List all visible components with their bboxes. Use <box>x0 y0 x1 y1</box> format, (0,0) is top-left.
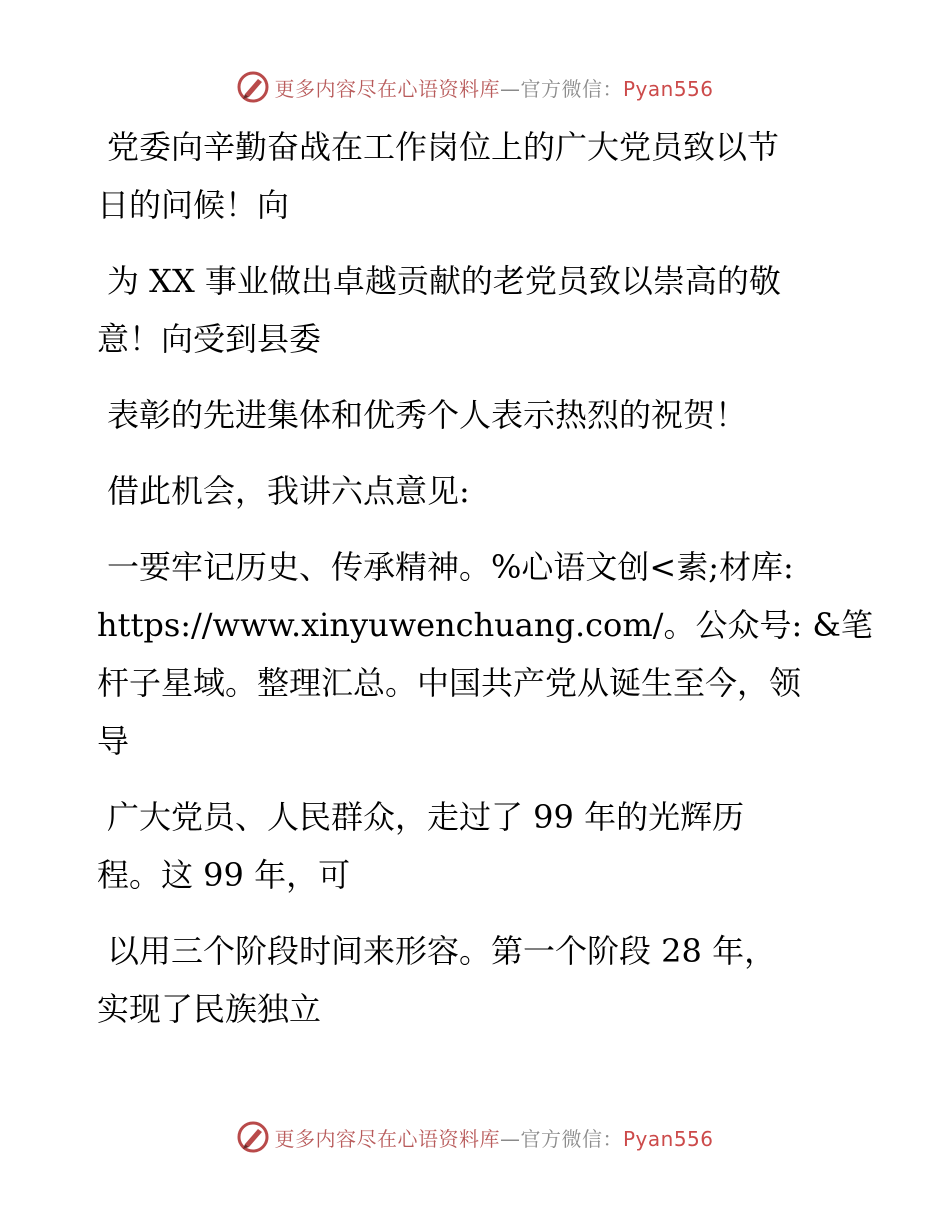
paragraph-6 <box>97 788 857 904</box>
footer-banner-main: 更多内容尽在心语资料库 <box>274 1126 500 1151</box>
header-banner-wechat-id: Pyan556 <box>622 76 714 101</box>
paragraph-3 <box>97 386 857 444</box>
header-banner <box>0 70 950 104</box>
paragraph-line: 以用三个阶段时间来形容。第一个阶段 28 年， <box>107 932 777 970</box>
paragraph-line-url: https://www.xinyuwenchuang.com/。公众号: &笔 <box>97 606 873 644</box>
paragraph-line: 意！向受到县委 <box>97 320 322 358</box>
footer-banner-wechat-id: Pyan556 <box>622 1126 714 1151</box>
paragraph-line: 杆子星域。整理汇总。中国共产党从诞生至今，领 <box>97 664 802 702</box>
quill-pen-logo-icon <box>236 70 270 104</box>
header-banner-text <box>274 73 713 102</box>
paragraph-4 <box>97 462 857 520</box>
paragraph-line: 导 <box>97 722 130 760</box>
paragraph-line: 党委向辛勤奋战在工作岗位上的广大党员致以节 <box>107 128 780 166</box>
footer-banner-dash: — <box>499 1126 521 1151</box>
paragraph-1 <box>97 118 857 234</box>
footer-banner-wechat-label: 官方微信： <box>520 1126 623 1151</box>
header-banner-dash: — <box>499 76 521 101</box>
paragraph-line: 表彰的先进集体和优秀个人表示热烈的祝贺！ <box>107 396 748 434</box>
document-body <box>97 118 873 1056</box>
paragraph-2 <box>97 252 857 368</box>
paragraph-line: 借此机会，我讲六点意见: <box>107 472 470 510</box>
paragraph-7 <box>97 922 857 1038</box>
paragraph-line: 日的问候！向 <box>97 186 290 224</box>
header-banner-wechat-label: 官方微信： <box>520 76 623 101</box>
header-banner-main: 更多内容尽在心语资料库 <box>274 76 500 101</box>
header-banner-inner <box>236 70 713 104</box>
paragraph-line: 程。这 99 年，可 <box>97 856 351 894</box>
paragraph-line: 为 XX 事业做出卓越贡献的老党员致以崇高的敬 <box>107 262 781 300</box>
paragraph-line: 实现了民族独立 <box>97 990 322 1028</box>
paragraph-line: 一要牢记历史、传承精神。%心语文创<素;材库: <box>107 548 794 586</box>
footer-banner <box>0 1120 950 1154</box>
paragraph-line: 广大党员、人民群众，走过了 99 年的光辉历 <box>107 798 745 836</box>
footer-banner-inner <box>236 1120 713 1154</box>
footer-banner-text <box>274 1123 713 1152</box>
quill-pen-logo-icon <box>236 1120 270 1154</box>
paragraph-5 <box>97 538 873 770</box>
